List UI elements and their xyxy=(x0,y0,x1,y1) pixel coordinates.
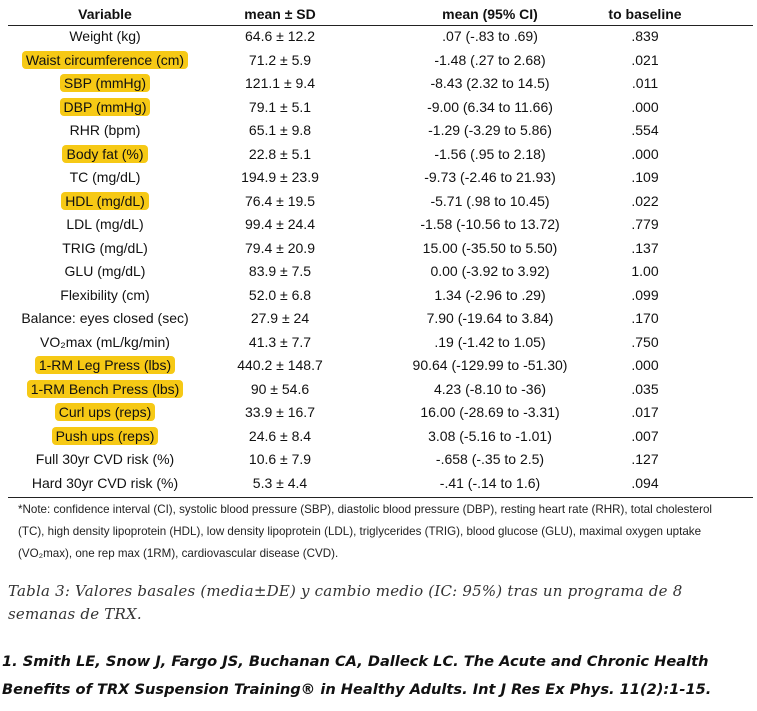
cell-p-value: .021 xyxy=(631,51,659,68)
cell-mean-ci: 15.00 (-35.50 to 5.50) xyxy=(422,239,558,256)
cell-p-value: .017 xyxy=(631,404,659,420)
cell-variable: TC (mg/dL) xyxy=(69,169,141,185)
table-row xyxy=(0,49,757,73)
cell-mean-sd: 71.2 ± 5.9 xyxy=(248,51,312,68)
cell-p-value: .035 xyxy=(631,380,659,397)
cell-variable: GLU (mg/dL) xyxy=(64,263,146,279)
cell-variable: Push ups (reps) xyxy=(52,427,159,445)
cell-variable-wrap xyxy=(0,49,210,72)
cell-variable: VO₂max (mL/kg/min) xyxy=(40,333,170,350)
table-row xyxy=(0,307,757,331)
cell-mean-sd: 79.4 ± 20.9 xyxy=(245,239,315,256)
cell-mean-sd-wrap xyxy=(200,307,360,330)
cell-mean-sd: 5.3 ± 4.4 xyxy=(252,474,308,491)
cell-p-value-wrap xyxy=(565,49,725,72)
table-note: *Note: confidence interval (CI), systolic blood pressure (SBP), diastolic blood pressure (DBP), resting heart rate (RHR), total cholesterol (TC), high density lipoprotein (HDL), low density lipoprotein (LDL), triglycerides (TRIG), blood glucose (GLU), maximal oxygen uptake (VO₂max), one rep max (1RM), cardiovascular disease (CVD). xyxy=(18,503,712,560)
cell-variable: SBP (mmHg) xyxy=(60,74,150,92)
cell-variable: Balance: eyes closed (sec) xyxy=(21,310,189,326)
cell-mean-sd: 10.6 ± 7.9 xyxy=(248,451,312,467)
table-row xyxy=(0,213,757,237)
table-row xyxy=(0,354,757,378)
cell-mean-ci: -8.43 (2.32 to 14.5) xyxy=(430,75,550,91)
table-row xyxy=(0,331,757,355)
table-header xyxy=(0,3,757,25)
cell-mean-sd-wrap xyxy=(200,143,360,166)
cell-mean-sd: 121.1 ± 9.4 xyxy=(245,75,315,91)
cell-mean-ci: -.658 (-.35 to 2.5) xyxy=(435,451,545,467)
bottom-rule xyxy=(8,497,753,498)
cell-variable: Curl ups (reps) xyxy=(55,403,156,421)
cell-p-value: .127 xyxy=(631,451,659,467)
table-row xyxy=(0,284,757,308)
cell-mean-sd-wrap xyxy=(200,260,360,283)
cell-mean-sd-wrap xyxy=(200,190,360,213)
cell-variable-wrap xyxy=(0,119,210,142)
cell-mean-sd: 440.2 ± 148.7 xyxy=(237,357,323,373)
cell-p-value-wrap xyxy=(565,96,725,119)
cell-p-value: .011 xyxy=(631,75,659,91)
cell-variable: Waist circumference (cm) xyxy=(22,51,188,69)
cell-variable: TRIG (mg/dL) xyxy=(62,239,148,256)
cell-variable: Weight (kg) xyxy=(69,28,141,44)
cell-variable-wrap xyxy=(0,472,210,495)
cell-mean-ci: 4.23 (-8.10 to -36) xyxy=(433,380,547,397)
cell-variable: DBP (mmHg) xyxy=(60,98,151,116)
cell-mean-sd: 90 ± 54.6 xyxy=(250,380,310,397)
cell-mean-sd-wrap xyxy=(200,331,360,354)
cell-p-value: .000 xyxy=(631,357,659,373)
cell-p-value: .750 xyxy=(631,333,659,350)
cell-mean-sd: 33.9 ± 16.7 xyxy=(245,404,315,420)
cell-p-value-wrap xyxy=(565,331,725,354)
cell-variable-wrap xyxy=(0,448,210,471)
cell-mean-sd: 83.9 ± 7.5 xyxy=(248,263,312,279)
cell-p-value: .170 xyxy=(631,310,659,326)
cell-p-value-wrap xyxy=(565,143,725,166)
table-row xyxy=(0,425,757,449)
cell-mean-ci: 3.08 (-5.16 to -1.01) xyxy=(428,427,552,444)
cell-variable: Body fat (%) xyxy=(62,145,147,163)
cell-mean-sd-wrap xyxy=(200,448,360,471)
table-row xyxy=(0,260,757,284)
cell-p-value-wrap xyxy=(565,448,725,471)
cell-p-value: .779 xyxy=(631,216,659,232)
cell-p-value-wrap xyxy=(565,190,725,213)
table-row xyxy=(0,401,757,425)
cell-mean-ci: 0.00 (-3.92 to 3.92) xyxy=(430,263,550,279)
cell-variable-wrap xyxy=(0,354,210,377)
cell-mean-sd: 194.9 ± 23.9 xyxy=(241,169,319,185)
cell-mean-sd-wrap xyxy=(200,401,360,424)
cell-p-value-wrap xyxy=(565,378,725,401)
cell-variable-wrap xyxy=(0,237,210,260)
cell-variable: Full 30yr CVD risk (%) xyxy=(35,451,175,467)
cell-variable-wrap xyxy=(0,401,210,424)
cell-mean-sd-wrap xyxy=(200,96,360,119)
cell-mean-ci: 16.00 (-28.69 to -3.31) xyxy=(420,404,560,420)
cell-variable-wrap xyxy=(0,284,210,307)
cell-variable: 1-RM Bench Press (lbs) xyxy=(27,380,184,398)
table-caption: Tabla 3: Valores basales (media±DE) y cambio medio (IC: 95%) tras un programa de 8 semanas de TRX. xyxy=(8,582,683,623)
cell-mean-sd: 76.4 ± 19.5 xyxy=(245,192,315,209)
cell-variable-wrap xyxy=(0,96,210,119)
cell-p-value-wrap xyxy=(565,472,725,495)
cell-variable-wrap xyxy=(0,260,210,283)
cell-variable-wrap xyxy=(0,213,210,236)
cell-p-value: .554 xyxy=(631,122,659,138)
cell-p-value: 1.00 xyxy=(631,263,659,279)
cell-mean-sd: 22.8 ± 5.1 xyxy=(248,145,312,162)
table-row xyxy=(0,72,757,96)
table-row xyxy=(0,143,757,167)
cell-mean-ci: 7.90 (-19.64 to 3.84) xyxy=(426,310,554,326)
cell-mean-ci: -1.58 (-10.56 to 13.72) xyxy=(420,216,560,232)
cell-p-value-wrap xyxy=(565,354,725,377)
cell-variable-wrap xyxy=(0,331,210,354)
cell-mean-sd-wrap xyxy=(200,213,360,236)
cell-variable: HDL (mg/dL) xyxy=(61,192,149,210)
cell-mean-sd: 79.1 ± 5.1 xyxy=(248,98,312,115)
cell-mean-ci: .07 (-.83 to .69) xyxy=(442,28,538,44)
cell-mean-sd-wrap xyxy=(200,472,360,495)
header-variable: Variable xyxy=(78,6,132,22)
cell-p-value-wrap xyxy=(565,119,725,142)
cell-p-value-wrap xyxy=(565,166,725,189)
cell-variable-wrap xyxy=(0,190,210,213)
cell-p-value-wrap xyxy=(565,213,725,236)
cell-mean-ci: -9.00 (6.34 to 11.66) xyxy=(427,98,553,115)
header-mean-sd: mean ± SD xyxy=(244,6,316,22)
table-row xyxy=(0,96,757,120)
cell-mean-sd-wrap xyxy=(200,354,360,377)
cell-p-value-wrap xyxy=(565,284,725,307)
cell-p-value-wrap xyxy=(565,425,725,448)
cell-p-value-wrap xyxy=(565,25,725,48)
cell-mean-sd-wrap xyxy=(200,284,360,307)
cell-mean-ci: 90.64 (-129.99 to -51.30) xyxy=(412,357,568,373)
cell-p-value: .099 xyxy=(631,286,659,303)
cell-mean-ci: -1.29 (-3.29 to 5.86) xyxy=(428,122,552,138)
results-table xyxy=(0,3,757,495)
cell-variable-wrap xyxy=(0,72,210,95)
table-row xyxy=(0,448,757,472)
header-p-baseline: to baseline xyxy=(608,6,682,22)
header-mean-ci: mean (95% CI) xyxy=(442,6,538,22)
table-row xyxy=(0,472,757,496)
cell-variable-wrap xyxy=(0,143,210,166)
cell-variable-wrap xyxy=(0,307,210,330)
cell-mean-ci: -1.56 (.95 to 2.18) xyxy=(434,145,546,162)
cell-mean-sd-wrap xyxy=(200,119,360,142)
cell-mean-sd-wrap xyxy=(200,49,360,72)
cell-p-value-wrap xyxy=(565,260,725,283)
cell-variable-wrap xyxy=(0,25,210,48)
cell-mean-sd: 99.4 ± 24.4 xyxy=(245,216,315,232)
cell-mean-sd: 24.6 ± 8.4 xyxy=(248,427,312,444)
cell-variable: 1-RM Leg Press (lbs) xyxy=(35,356,175,374)
cell-mean-sd-wrap xyxy=(200,166,360,189)
cell-mean-ci: -9.73 (-2.46 to 21.93) xyxy=(424,169,556,185)
table-row xyxy=(0,25,757,49)
cell-mean-sd-wrap xyxy=(200,237,360,260)
cell-variable: Hard 30yr CVD risk (%) xyxy=(31,474,179,491)
table-row xyxy=(0,190,757,214)
table-row xyxy=(0,378,757,402)
table-row xyxy=(0,237,757,261)
table-body xyxy=(0,25,757,495)
cell-variable: RHR (bpm) xyxy=(69,122,141,138)
table-row xyxy=(0,119,757,143)
cell-p-value: .137 xyxy=(631,239,659,256)
cell-variable-wrap xyxy=(0,425,210,448)
cell-p-value-wrap xyxy=(565,307,725,330)
cell-p-value-wrap xyxy=(565,72,725,95)
cell-mean-sd-wrap xyxy=(200,72,360,95)
cell-p-value: .022 xyxy=(631,192,659,209)
cell-mean-ci: .19 (-1.42 to 1.05) xyxy=(434,333,546,350)
cell-variable: LDL (mg/dL) xyxy=(66,216,144,232)
cell-mean-ci: -.41 (-.14 to 1.6) xyxy=(439,474,541,491)
cell-mean-sd: 27.9 ± 24 xyxy=(250,310,310,326)
cell-mean-ci: -1.48 (.27 to 2.68) xyxy=(434,51,546,68)
cell-mean-ci: 1.34 (-2.96 to .29) xyxy=(434,286,546,303)
cell-mean-sd: 52.0 ± 6.8 xyxy=(248,286,312,303)
citation: 1. Smith LE, Snow J, Fargo JS, Buchanan CA, Dalleck LC. The Acute and Chronic Health Benefits of TRX Suspension Training® in Healthy Adults. Int J Res Ex Phys. 11(2):1-15. xyxy=(2,653,712,698)
table-row xyxy=(0,166,757,190)
cell-p-value: .000 xyxy=(631,98,659,115)
cell-mean-sd-wrap xyxy=(200,425,360,448)
cell-mean-ci: -5.71 (.98 to 10.45) xyxy=(430,192,550,209)
cell-p-value: .109 xyxy=(631,169,659,185)
cell-p-value: .007 xyxy=(631,427,659,444)
cell-mean-sd: 65.1 ± 9.8 xyxy=(248,122,312,138)
cell-p-value-wrap xyxy=(565,237,725,260)
cell-p-value: .000 xyxy=(631,145,659,162)
cell-variable-wrap xyxy=(0,166,210,189)
cell-p-value-wrap xyxy=(565,401,725,424)
cell-mean-sd: 64.6 ± 12.2 xyxy=(245,28,315,44)
cell-mean-sd: 41.3 ± 7.7 xyxy=(248,333,312,350)
cell-variable-wrap xyxy=(0,378,210,401)
cell-p-value: .839 xyxy=(631,28,659,44)
cell-variable: Flexibility (cm) xyxy=(60,286,150,303)
cell-mean-sd-wrap xyxy=(200,25,360,48)
cell-mean-sd-wrap xyxy=(200,378,360,401)
cell-p-value: .094 xyxy=(631,474,659,491)
